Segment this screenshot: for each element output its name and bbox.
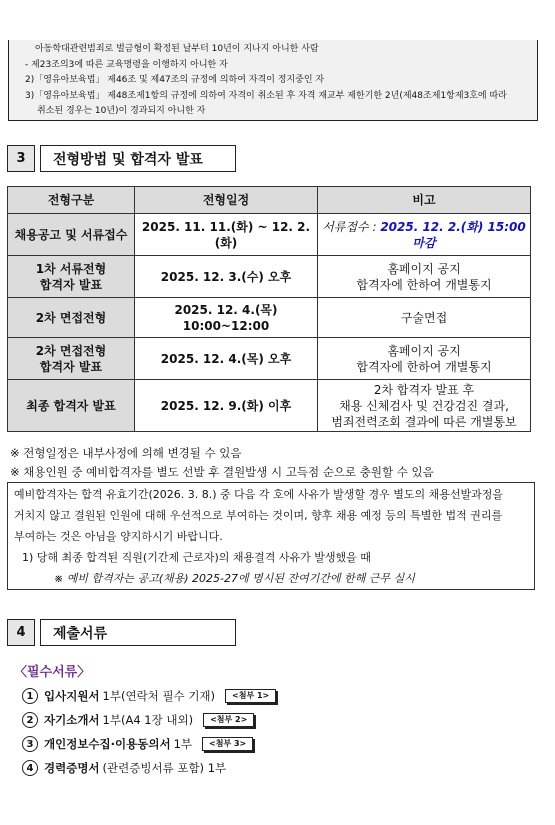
- section-4-header: [7, 619, 236, 646]
- reserve-candidate-box: [7, 482, 535, 590]
- table-row: [8, 214, 531, 256]
- doc-item: [22, 736, 253, 752]
- schedule-table: [7, 186, 531, 432]
- required-docs-title: 〈필수서류〉: [14, 665, 91, 680]
- note-cell: 2차 합격자 발표 후 채용 신체검사 및 건강검진 결과, 범죄전력조회 결과에 따른 개별통보: [318, 380, 531, 432]
- note-cell: 서류접수 : 2025. 12. 2.(화) 15:00 마감: [318, 214, 531, 256]
- table-row: [8, 298, 531, 338]
- column-header: 비고: [318, 187, 531, 214]
- schedule-cell: 2025. 12. 9.(화) 이후: [135, 380, 318, 432]
- note-line: ※ 채용인원 중 예비합격자를 별도 선발 후 결원발생 시 고득점 순으로 충원할 수 있음: [10, 465, 434, 479]
- doc-detail: (관련증빙서류 포함) 1부: [102, 761, 227, 775]
- note-line: 3)「영유아보육법」 제48조제1항의 규정에 의하여 자격이 취소된 후 자격 재교부 제한기한 2년(제48조제1항제3호에 따라: [25, 90, 507, 101]
- attachment-badge: <첨부 1>: [225, 689, 276, 703]
- circled-number: 3: [22, 736, 38, 752]
- section-number: 4: [7, 619, 35, 646]
- note-line: - 제23조의3에 따른 교육명령을 이행하지 아니한 자: [25, 59, 228, 70]
- reserve-sub-item: 1) 당해 최종 합격된 직원(기간제 근로자)의 채용결격 사유가 발생했을 때: [22, 551, 371, 564]
- doc-item: [22, 688, 276, 704]
- doc-name: 개인정보수집·이용동의서: [44, 737, 171, 751]
- note-cell: 홈페이지 공지 합격자에 한하여 개별통지: [318, 338, 531, 380]
- stage-cell: 2차 면접전형: [8, 298, 135, 338]
- table-row: [8, 380, 531, 432]
- doc-item: [22, 712, 254, 728]
- doc-item: [22, 760, 226, 776]
- schedule-notes: [10, 444, 434, 482]
- eligibility-notes-box: [8, 40, 538, 121]
- reserve-line: 예비합격자는 합격 유효기간(2026. 3. 8.) 중 다음 각 호에 사유가 발생할 경우 별도의 채용선발과정을: [14, 488, 504, 501]
- section-3-header: [7, 145, 236, 172]
- doc-detail: 1부(A4 1장 내외): [102, 713, 194, 727]
- column-header: 전형구분: [8, 187, 135, 214]
- doc-detail: 1부: [173, 737, 193, 751]
- circled-number: 1: [22, 688, 38, 704]
- stage-cell: 2차 면접전형 합격자 발표: [8, 338, 135, 380]
- section-title: 전형방법 및 합격자 발표: [40, 145, 236, 172]
- reserve-line: 부여하는 것은 아님을 양지하시기 바랍니다.: [14, 530, 223, 543]
- stage-cell: 1차 서류전형 합격자 발표: [8, 256, 135, 298]
- column-header: 전형일정: [135, 187, 318, 214]
- note-line: ※ 전형일정은 내부사정에 의해 변경될 수 있음: [10, 446, 242, 460]
- stage-cell: 채용공고 및 서류접수: [8, 214, 135, 256]
- stage-cell: 최종 합격자 발표: [8, 380, 135, 432]
- deadline-highlight: 2025. 12. 2.(화) 15:00 마감: [380, 219, 526, 250]
- schedule-cell: 2025. 12. 4.(목) 오후: [135, 338, 318, 380]
- doc-name: 입사지원서: [44, 689, 100, 703]
- note-cell: 구술면접: [318, 298, 531, 338]
- note-line: 아동학대관련범죄로 벌금형이 확정된 날부터 10년이 지나지 아니한 사람: [35, 44, 319, 54]
- section-title: 제출서류: [40, 619, 236, 646]
- circled-number: 4: [22, 760, 38, 776]
- doc-name: 경력증명서: [44, 761, 100, 775]
- attachment-badge: <첨부 2>: [203, 713, 254, 727]
- reserve-line: 거치지 않고 결원된 인원에 대해 우선적으로 부여하는 것이며, 향후 채용 예정 등의 특별한 법적 권리를: [14, 509, 503, 522]
- note-cell: 홈페이지 공지 합격자에 한하여 개별통지: [318, 256, 531, 298]
- note-line: 2)「영유아보육법」 제46조 및 제47조의 규정에 의하여 자격이 정지중인 자: [25, 75, 325, 85]
- reserve-note: ※ 예비 합격자는 공고(채용) 2025-27에 명시된 잔여기간에 한해 근무 실시: [54, 572, 415, 585]
- schedule-cell: 2025. 12. 3.(수) 오후: [135, 256, 318, 298]
- attachment-badge: <첨부 3>: [202, 737, 253, 751]
- circled-number: 2: [22, 712, 38, 728]
- table-row: [8, 338, 531, 380]
- doc-name: 자기소개서: [44, 713, 100, 727]
- table-row: [8, 256, 531, 298]
- schedule-cell: 2025. 11. 11.(화) ~ 12. 2.(화): [135, 214, 318, 256]
- schedule-cell: 2025. 12. 4.(목) 10:00~12:00: [135, 298, 318, 338]
- section-number: 3: [7, 145, 35, 172]
- note-line: 취소된 경우는 10년)이 경과되지 아니한 자: [37, 106, 206, 116]
- table-header-row: [8, 187, 531, 214]
- doc-detail: 1부(연락처 필수 기재): [102, 689, 216, 703]
